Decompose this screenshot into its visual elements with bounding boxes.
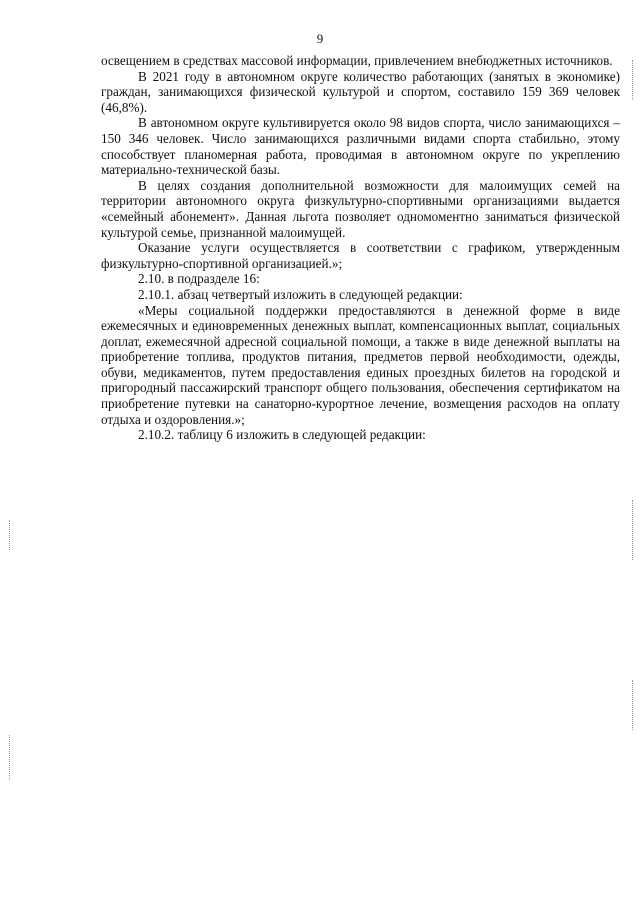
document-body [101,53,620,443]
scan-edge-mark-right-middle [632,500,634,560]
paragraph-continuation: освещением в средствах массовой информации, привлечением внебюджетных источников. [101,53,613,68]
paragraph-family-subscription: В целях создания дополнительной возможности для малоимущих семей на территории автономного округа физкультурно-спортивными организациями выдается «семейный абонемент». Данная льгота позволяет одномоментно заниматься физической культурой семье, признанной малоимущей. [101,177,620,240]
paragraph-sport-types: В автономном округе культивируется около 98 видов спорта, число занимающихся – 150 346 человек. Число занимающихся различными видами спорта стабильно, этому способствует планомерная работа, проводимая в автономном округе по укреплению материально-технической базы. [101,115,620,178]
paragraph-subsection-heading: 2.10. в подразделе 16: [138,271,260,287]
paragraph-service-schedule: Оказание услуги осуществляется в соответствии с графиком, утвержденным физкультурно-спортивной организацией.»; [101,240,620,271]
paragraph-table-amendment: 2.10.2. таблицу 6 изложить в следующей редакции: [138,427,426,443]
paragraph-social-support-quote: «Меры социальной поддержки предоставляются в денежной форме в виде ежемесячных и единовременных денежных выплат, компенсационных выплат, социальных доплат, ежемесячной адресной социальной помощи, а также в виде денежной выплаты на приобретение топлива, продуктов питания, предметов первой необходимости, одежды, обуви, медикаментов, путем предоставления единых проездных билетов на городской и пригородный пассажирский транспорт общего пользования, обеспечения сертификатом на приобретение путевки на санаторно-курортное лечение, возмещения расходов на оплату отдыха и оздоровления.»; [101,302,620,427]
scan-edge-mark-right-top [632,60,634,100]
scan-edge-mark-left-lower [9,735,11,780]
paragraph-employed-sport-stats: В 2021 году в автономном округе количество работающих (занятых в экономике) граждан, занимающихся физической культурой и спортом, составило 159 369 человек (46,8%). [101,68,620,115]
page-number: 9 [316,31,324,46]
paragraph-amendment-item: 2.10.1. абзац четвертый изложить в следующей редакции: [138,286,463,302]
scan-edge-mark-right-lower [632,680,634,730]
scan-edge-mark-left [9,520,11,550]
